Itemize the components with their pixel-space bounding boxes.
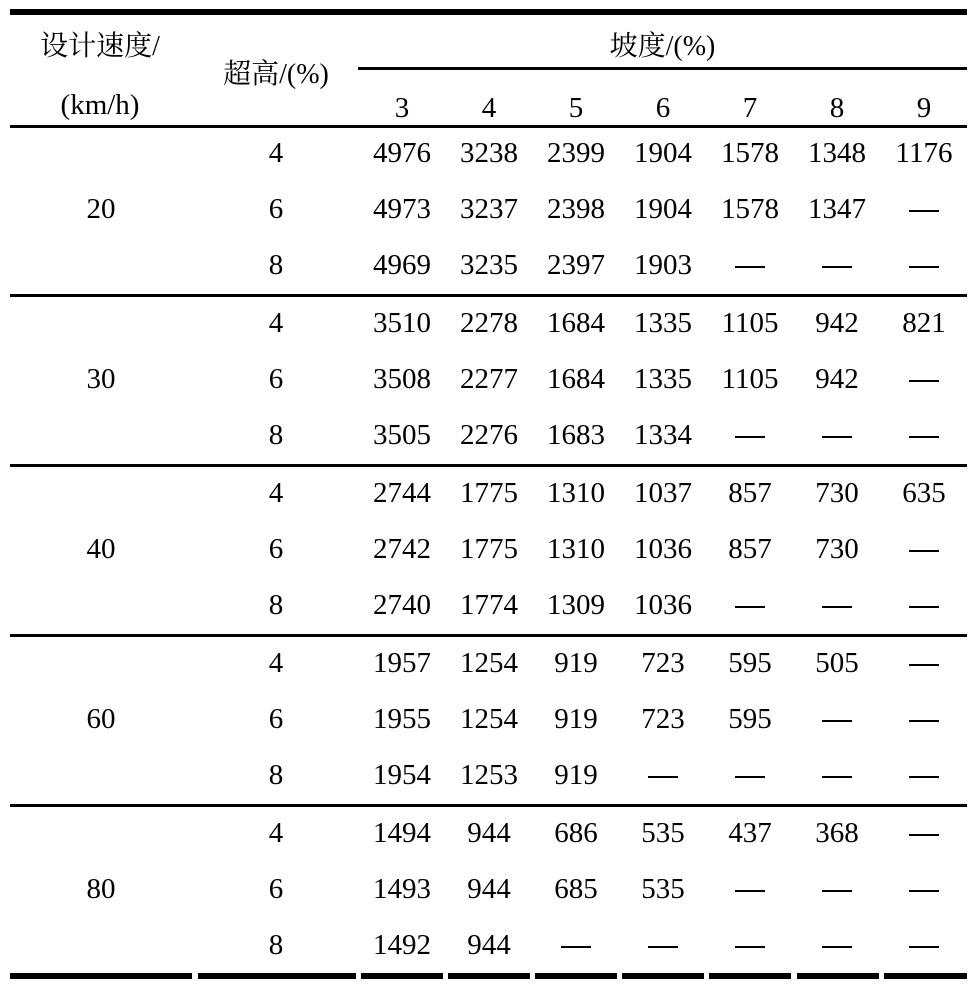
- group-divider: [10, 804, 967, 807]
- dash-mark: [909, 210, 939, 212]
- grade-col-header: 3: [394, 92, 410, 124]
- value-cell: 723: [641, 647, 685, 679]
- value-cell: 3508: [373, 363, 431, 395]
- value-cell: 595: [728, 647, 772, 679]
- empty-dash-cell: [794, 248, 880, 282]
- dash-mark: [822, 946, 852, 948]
- grade-col-header: 4: [481, 92, 497, 124]
- value-cell: 3235: [460, 249, 518, 281]
- value-cell: 685: [554, 873, 598, 905]
- value-cell: 1904: [634, 193, 692, 225]
- empty-dash-cell: [881, 248, 967, 282]
- empty-dash-cell: [794, 588, 880, 622]
- value-cell: 2742: [373, 533, 431, 565]
- empty-dash-cell: [707, 872, 793, 906]
- dash-mark: [735, 890, 765, 892]
- empty-dash-cell: [707, 588, 793, 622]
- value-cell: 1348: [808, 137, 866, 169]
- value-cell: 505: [815, 647, 859, 679]
- bottom-rule-segment: [884, 973, 967, 979]
- grade-col-header: 5: [568, 92, 584, 124]
- empty-dash-cell: [881, 872, 967, 906]
- dash-mark: [909, 606, 939, 608]
- grade-header-rule: [358, 67, 967, 70]
- speed-cell: 40: [86, 533, 116, 565]
- value-cell: 730: [815, 477, 859, 509]
- speed-header-line2: (km/h): [60, 89, 140, 121]
- value-cell: 2397: [547, 249, 605, 281]
- empty-dash-cell: [533, 928, 619, 962]
- grade-col-header: 7: [742, 92, 758, 124]
- empty-dash-cell: [620, 758, 706, 792]
- superelevation-cell: 4: [268, 137, 284, 169]
- empty-dash-cell: [881, 702, 967, 736]
- value-cell: 4973: [373, 193, 431, 225]
- value-cell: 730: [815, 533, 859, 565]
- value-cell: 1955: [373, 703, 431, 735]
- dash-mark: [735, 436, 765, 438]
- empty-dash-cell: [881, 588, 967, 622]
- empty-dash-cell: [794, 702, 880, 736]
- empty-dash-cell: [881, 928, 967, 962]
- empty-dash-cell: [881, 758, 967, 792]
- speed-cell: 60: [86, 703, 116, 735]
- value-cell: 1957: [373, 647, 431, 679]
- value-cell: 1334: [634, 419, 692, 451]
- value-cell: 1775: [460, 533, 518, 565]
- empty-dash-cell: [881, 192, 967, 226]
- grade-header: 坡度/(%): [609, 31, 716, 62]
- value-cell: 1903: [634, 249, 692, 281]
- empty-dash-cell: [707, 248, 793, 282]
- value-cell: 686: [554, 817, 598, 849]
- dash-mark: [561, 946, 591, 948]
- value-cell: 944: [467, 817, 511, 849]
- value-cell: 1494: [373, 817, 431, 849]
- value-cell: 535: [641, 873, 685, 905]
- header-rule: [10, 125, 967, 128]
- empty-dash-cell: [620, 928, 706, 962]
- value-cell: 1309: [547, 589, 605, 621]
- value-cell: 942: [815, 307, 859, 339]
- dash-mark: [822, 776, 852, 778]
- empty-dash-cell: [881, 646, 967, 680]
- value-cell: 1954: [373, 759, 431, 791]
- value-cell: 1684: [547, 363, 605, 395]
- dash-mark: [822, 720, 852, 722]
- dash-mark: [909, 266, 939, 268]
- empty-dash-cell: [794, 418, 880, 452]
- empty-dash-cell: [707, 758, 793, 792]
- value-cell: 595: [728, 703, 772, 735]
- value-cell: 1578: [721, 137, 779, 169]
- speed-cell: 20: [86, 193, 116, 225]
- dash-mark: [822, 890, 852, 892]
- value-cell: 4969: [373, 249, 431, 281]
- superelevation-cell: 4: [268, 817, 284, 849]
- superelevation-cell: 8: [268, 929, 284, 961]
- bottom-rule-segment: [448, 973, 530, 979]
- empty-dash-cell: [707, 418, 793, 452]
- dash-mark: [909, 550, 939, 552]
- value-cell: 857: [728, 533, 772, 565]
- value-cell: 3505: [373, 419, 431, 451]
- dash-mark: [909, 946, 939, 948]
- empty-dash-cell: [707, 928, 793, 962]
- value-cell: 1347: [808, 193, 866, 225]
- value-cell: 1254: [460, 703, 518, 735]
- dash-mark: [648, 776, 678, 778]
- dash-mark: [909, 436, 939, 438]
- superelevation-cell: 6: [268, 363, 284, 395]
- value-cell: 1335: [634, 363, 692, 395]
- grade-col-header: 6: [655, 92, 671, 124]
- value-cell: 635: [902, 477, 946, 509]
- superelevation-cell: 8: [268, 759, 284, 791]
- dash-mark: [822, 606, 852, 608]
- empty-dash-cell: [794, 872, 880, 906]
- bottom-rule-segment: [198, 973, 356, 979]
- value-cell: 2277: [460, 363, 518, 395]
- value-cell: 368: [815, 817, 859, 849]
- value-cell: 1310: [547, 533, 605, 565]
- bottom-rule-segment: [622, 973, 704, 979]
- dash-mark: [909, 720, 939, 722]
- value-cell: 437: [728, 817, 772, 849]
- speed-header-line1: 设计速度/: [40, 31, 160, 62]
- value-cell: 2276: [460, 419, 518, 451]
- value-cell: 1775: [460, 477, 518, 509]
- speed-cell: 80: [86, 873, 116, 905]
- superelevation-cell: 8: [268, 419, 284, 451]
- dash-mark: [735, 266, 765, 268]
- speed-cell: 30: [86, 363, 116, 395]
- value-cell: 944: [467, 929, 511, 961]
- value-cell: 3237: [460, 193, 518, 225]
- group-divider: [10, 464, 967, 467]
- value-cell: 1310: [547, 477, 605, 509]
- value-cell: 944: [467, 873, 511, 905]
- top-rule: [10, 9, 967, 15]
- dash-mark: [648, 946, 678, 948]
- group-divider: [10, 634, 967, 637]
- dash-mark: [909, 380, 939, 382]
- dash-mark: [735, 606, 765, 608]
- value-cell: 1578: [721, 193, 779, 225]
- grade-col-header: 8: [829, 92, 845, 124]
- empty-dash-cell: [881, 532, 967, 566]
- superelevation-header: 超高/(%): [223, 59, 329, 90]
- group-divider: [10, 294, 967, 297]
- value-cell: 1492: [373, 929, 431, 961]
- superelevation-cell: 6: [268, 873, 284, 905]
- value-cell: 2740: [373, 589, 431, 621]
- value-cell: 1253: [460, 759, 518, 791]
- value-cell: 821: [902, 307, 946, 339]
- value-cell: 723: [641, 703, 685, 735]
- value-cell: 4976: [373, 137, 431, 169]
- bottom-rule-segment: [10, 973, 192, 979]
- superelevation-cell: 6: [268, 703, 284, 735]
- superelevation-cell: 4: [268, 647, 284, 679]
- value-cell: 1036: [634, 589, 692, 621]
- dash-mark: [909, 776, 939, 778]
- value-cell: 857: [728, 477, 772, 509]
- value-cell: 1335: [634, 307, 692, 339]
- value-cell: 1037: [634, 477, 692, 509]
- superelevation-cell: 8: [268, 249, 284, 281]
- value-cell: 1684: [547, 307, 605, 339]
- value-cell: 919: [554, 759, 598, 791]
- grade-col-header: 9: [916, 92, 932, 124]
- value-cell: 1254: [460, 647, 518, 679]
- value-cell: 3238: [460, 137, 518, 169]
- dash-mark: [909, 834, 939, 836]
- dash-mark: [822, 436, 852, 438]
- value-cell: 2398: [547, 193, 605, 225]
- dash-mark: [735, 776, 765, 778]
- bottom-rule-segment: [797, 973, 879, 979]
- value-cell: 1105: [721, 307, 779, 339]
- superelevation-cell: 6: [268, 193, 284, 225]
- value-cell: 2744: [373, 477, 431, 509]
- bottom-rule-segment: [709, 973, 791, 979]
- value-cell: 3510: [373, 307, 431, 339]
- value-cell: 1904: [634, 137, 692, 169]
- empty-dash-cell: [794, 758, 880, 792]
- dash-mark: [822, 266, 852, 268]
- value-cell: 2278: [460, 307, 518, 339]
- value-cell: 919: [554, 703, 598, 735]
- value-cell: 2399: [547, 137, 605, 169]
- superelevation-cell: 4: [268, 307, 284, 339]
- superelevation-cell: 6: [268, 533, 284, 565]
- empty-dash-cell: [881, 362, 967, 396]
- dash-mark: [909, 890, 939, 892]
- superelevation-cell: 8: [268, 589, 284, 621]
- superelevation-cell: 4: [268, 477, 284, 509]
- dash-mark: [735, 946, 765, 948]
- value-cell: 919: [554, 647, 598, 679]
- value-cell: 1493: [373, 873, 431, 905]
- empty-dash-cell: [881, 418, 967, 452]
- empty-dash-cell: [881, 816, 967, 850]
- value-cell: 1036: [634, 533, 692, 565]
- bottom-rule-segment: [535, 973, 617, 979]
- bottom-rule-segment: [361, 973, 443, 979]
- value-cell: 535: [641, 817, 685, 849]
- value-cell: 1105: [721, 363, 779, 395]
- dash-mark: [909, 664, 939, 666]
- value-cell: 942: [815, 363, 859, 395]
- value-cell: 1683: [547, 419, 605, 451]
- value-cell: 1176: [895, 137, 953, 169]
- value-cell: 1774: [460, 589, 518, 621]
- empty-dash-cell: [794, 928, 880, 962]
